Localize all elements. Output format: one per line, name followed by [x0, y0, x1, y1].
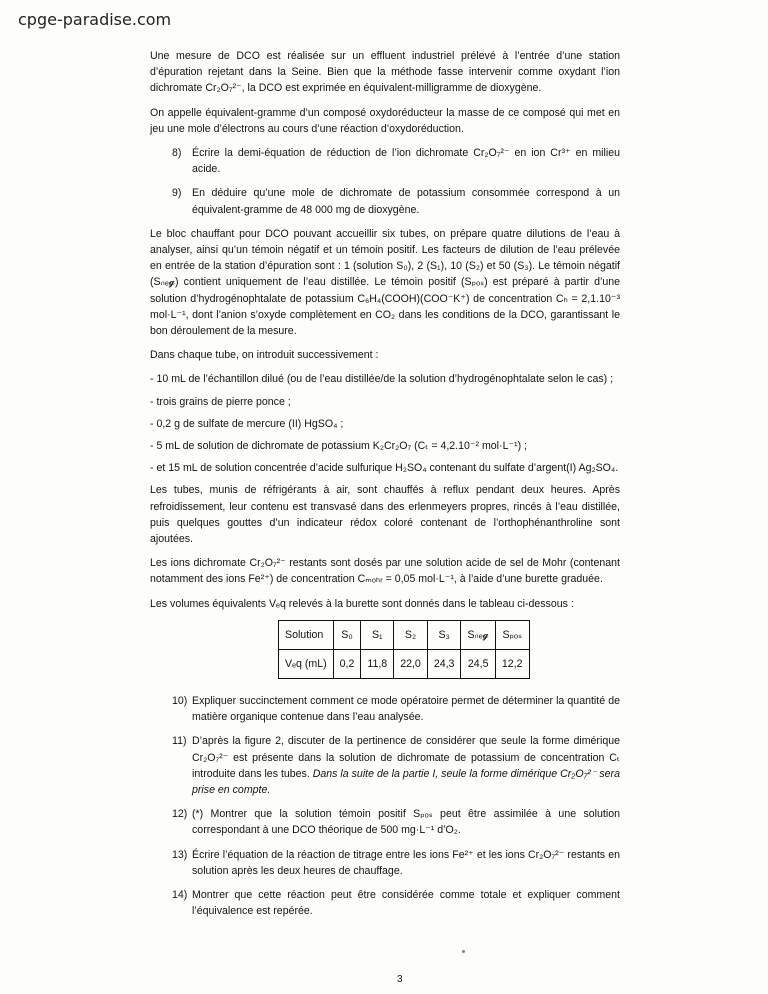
table-cell: Sₙₑ𝓰 [461, 620, 495, 649]
question-text: D’après la figure 2, discuter de la pertinence de considérer que seule la forme dimérique Cr₂O₇²⁻ est présente dans la solution de dichromate de potassium de concentration Cₜ introduite dans les tubes. [192, 735, 620, 780]
question-text: (*) Montrer que la solution témoin positif Sₚₒₛ peut être assimilée à une solution correspondant à une DCO théorique de 500 mg·L⁻¹ d’O₂. [192, 808, 620, 837]
question-number: 13) [172, 848, 188, 861]
question-text: Écrire la demi-équation de réduction de l’ion dichromate Cr₂O₇²⁻ en ion Cr³⁺ en milieu acide. [192, 147, 620, 176]
paragraph-intro: Une mesure de DCO est réalisée sur un effluent industriel prélevé à l’entrée d’une station d’épuration rejetant dans la Seine. Bien que la méthode fasse intervenir comme oxydant l’ion dichromate Cr₂O₇²⁻, la DCO est exprimée en équivalent-milligramme de dioxygène. [150, 50, 620, 95]
list-item: - 5 mL de solution de dichromate de potassium K₂Cr₂O₇ (Cₜ = 4,2.10⁻² mol·L⁻¹) ; [150, 440, 527, 453]
question-number: 8) [172, 147, 182, 160]
question-number: 12) [172, 808, 188, 821]
table-cell: 22,0 [394, 649, 428, 678]
table-row [279, 620, 530, 649]
question-12 [150, 806, 620, 838]
table-cell: 24,3 [427, 649, 461, 678]
question-13 [150, 847, 620, 879]
table-cell: 24,5 [461, 649, 495, 678]
list-item: - 10 mL de l’échantillon dilué (ou de l’eau distillée/de la solution d’hydrogénophtalate selon le cas) ; [150, 373, 614, 386]
table-cell: S₁ [361, 620, 394, 649]
paragraph-definition: On appelle équivalent-gramme d’un composé oxydoréducteur la masse de ce composé qui met en jeu une mole d’électrons au cours d’une réaction d’oxydoréduction. [150, 106, 620, 135]
question-8 [150, 145, 620, 177]
table-cell: 12,2 [495, 649, 529, 678]
list-item: - et 15 mL de solution concentrée d’acide sulfurique H₂SO₄ contenant du sulfate d’argent(I) Ag₂SO₄. [150, 462, 619, 475]
paragraph-tubes: Les tubes, munis de réfrigérants à air, sont chauffés à reflux pendant deux heures. Après refroidissement, leur contenu est transvasé dans des erlenmeyers propres, rincés à l’eau distillée, puis quelques gouttes d’un indicateur rédox coloré contenant de l’orthophénanthroline sont ajoutées. [150, 484, 620, 546]
question-9 [150, 185, 620, 217]
list-item: - trois grains de pierre ponce ; [150, 395, 291, 408]
document-body [150, 48, 620, 927]
question-11 [150, 733, 620, 798]
question-text: Expliquer succinctement comment ce mode opératoire permet de déterminer la quantité de matière organique contenue dans l’eau analysée. [192, 694, 620, 724]
table-cell: 0,2 [333, 649, 361, 678]
table-cell: S₃ [427, 620, 461, 649]
table-cell: Sₚₒₛ [495, 620, 529, 649]
paragraph-bloc: Le bloc chauffant pour DCO pouvant accueillir six tubes, on prépare quatre dilutions de l’eau à analyser, ainsi qu’un témoin négatif et un témoin positif. Les facteurs de dilution de l’eau prélevée en entrée de la station d’épuration sont : 1 (solution S₀), 2 (S₁), 10 (S₂) et 50 (S₃). Le témoin négatif (Sₙₑ𝓰) contient uniquement de l’eau distillée. Le témoin positif (Sₚₒₛ) est préparé à partir d’une solution d’hydrogénophtalate de potassium C₆H₄(COOH)(COO⁻K⁺) de concentration Cₕ = 2,1.10⁻³ mol·L⁻¹, dont l’anion s’oxyde complètement en CO₂ dans les conditions de la DCO, garantissant le bon déroulement de la mesure. [150, 227, 620, 338]
question-note: Dans la suite de la partie I, seule la forme dimérique Cr₂O₇²⁻ sera prise en compte. [192, 767, 620, 796]
table-cell: S₂ [394, 620, 428, 649]
question-number: 10) [172, 694, 188, 707]
question-10 [150, 693, 620, 725]
table-cell: Vₑq (mL) [279, 649, 334, 678]
paragraph-dans-chaque: Dans chaque tube, on introduit successivement : [150, 349, 379, 362]
question-text: Montrer que cette réaction peut être considérée comme totale et expliquer comment l’équivalence est repérée. [192, 888, 620, 918]
paragraph-ions: Les ions dichromate Cr₂O₇²⁻ restants sont dosés par une solution acide de sel de Mohr (contenant notamment des ions Fe²⁺) de concentration Cₘₒₕᵣ = 0,05 mol·L⁻¹, à l’aide d’une burette graduée. [150, 557, 620, 586]
list-item: - 0,2 g de sulfate de mercure (II) HgSO₄ ; [150, 417, 344, 430]
table-cell: 11,8 [361, 649, 394, 678]
volumes-table [278, 620, 530, 679]
question-text: Écrire l’équation de la réaction de titrage entre les ions Fe²⁺ et les ions Cr₂O₇²⁻ restants en solution après les deux heures de chauffage. [192, 848, 620, 877]
table-cell: S₀ [333, 620, 361, 649]
question-number: 9) [172, 187, 182, 200]
question-number: 11) [172, 735, 187, 748]
table-cell: Solution [279, 620, 334, 649]
site-watermark: cpge-paradise.com [18, 10, 172, 29]
question-number: 14) [172, 888, 188, 901]
page-number: 3 [397, 974, 403, 985]
question-14 [150, 887, 620, 919]
scan-speck [462, 950, 465, 953]
paragraph-volumes: Les volumes équivalents Vₑq relevés à la burette sont donnés dans le tableau ci-dessous : [150, 597, 574, 610]
question-text: En déduire qu’une mole de dichromate de potassium consommée correspond à un équivalent-gramme de 48 000 mg de dioxygène. [192, 187, 620, 216]
table-row [279, 649, 530, 678]
